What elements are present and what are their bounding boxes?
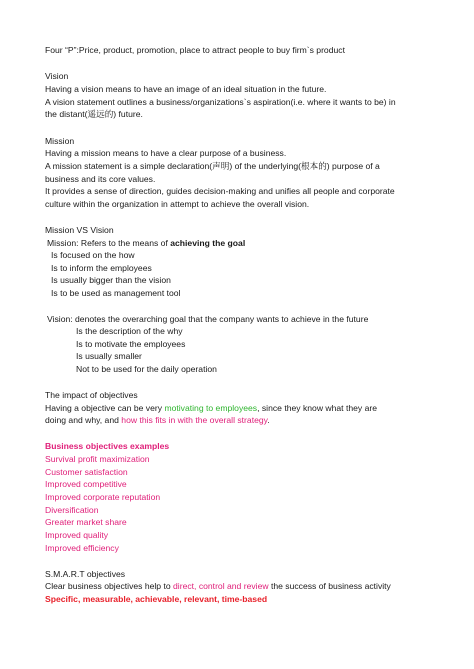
mission-definition <box>47 237 245 249</box>
impact-line-1 <box>45 402 377 414</box>
smart-text-b: the success of business activity <box>268 581 391 591</box>
example-item-8: Improved efficiency <box>45 543 119 553</box>
mission-line-2: A mission statement is a simple declaration(声明) of the underlying(根本的) purpose of a <box>45 161 380 171</box>
vision-point-1: Is the description of the why <box>76 326 183 336</box>
mission-point-3: Is usually bigger than the vision <box>51 275 171 285</box>
vision-point-2: Is to motivate the employees <box>76 339 186 349</box>
example-item-6: Greater market share <box>45 517 127 527</box>
example-item-5: Diversification <box>45 505 99 515</box>
vision-point-4: Not to be used for the daily operation <box>76 364 217 374</box>
smart-line-1 <box>45 580 391 592</box>
smart-text-a: Clear business objectives help to <box>45 581 174 591</box>
mvv-heading: Mission VS Vision <box>45 225 114 235</box>
mission-point-2: Is to inform the employees <box>51 263 152 273</box>
example-item-7: Improved quality <box>45 530 109 540</box>
vision-line-3: the distant(遥远的) future. <box>45 109 143 119</box>
mission-heading: Mission <box>45 136 75 146</box>
vision-point-3: Is usually smaller <box>76 351 142 361</box>
impact-line-2 <box>45 414 270 426</box>
vision-heading: Vision <box>45 71 69 81</box>
impact-highlight-green: motivating to employees <box>164 403 258 413</box>
impact-text-b: , since they know what they are <box>257 403 378 413</box>
impact-highlight-pink: how this fits in with the overall strategy <box>121 415 268 425</box>
smart-criteria: Specific, measurable, achievable, relevant, time-based <box>45 594 268 604</box>
example-item-3: Improved competitive <box>45 479 127 489</box>
impact-text-d: . <box>267 415 270 425</box>
vision-line-1: Having a vision means to have an image of an ideal situation in the future. <box>45 84 327 94</box>
mission-line-1: Having a mission means to have a clear purpose of a business. <box>45 148 287 158</box>
impact-text-c: doing and why, and <box>45 415 122 425</box>
impact-heading: The impact of objectives <box>45 390 138 400</box>
smart-heading: S.M.A.R.T objectives <box>45 569 126 579</box>
mission-line-3: business and its core values. <box>45 174 156 184</box>
example-item-4: Improved corporate reputation <box>45 492 161 502</box>
mission-point-1: Is focused on the how <box>51 250 135 260</box>
mission-definition-text: Mission: Refers to the means of <box>47 238 171 248</box>
four-p-line: Four “P”:Price, product, promotion, place to attract people to buy firm`s product <box>45 45 345 55</box>
example-item-2: Customer satisfaction <box>45 467 128 477</box>
vision-definition: Vision: denotes the overarching goal that the company wants to achieve in the future <box>47 314 369 324</box>
impact-text-a: Having a objective can be very <box>45 403 165 413</box>
example-item-1: Survival profit maximization <box>45 454 150 464</box>
mission-point-4: Is to be used as management tool <box>51 288 181 298</box>
mission-line-5: culture within the organization in attempt to achieve the overall vision. <box>45 199 310 209</box>
vision-line-2: A vision statement outlines a business/organizations`s aspiration(i.e. where it wants to be) in <box>45 97 396 107</box>
mission-line-4: It provides a sense of direction, guides decision-making and unifies all people and corporate <box>45 186 395 196</box>
examples-heading: Business objectives examples <box>45 441 170 451</box>
smart-highlight-pink: direct, control and review <box>173 581 269 591</box>
mission-definition-bold: achieving the goal <box>170 238 246 248</box>
